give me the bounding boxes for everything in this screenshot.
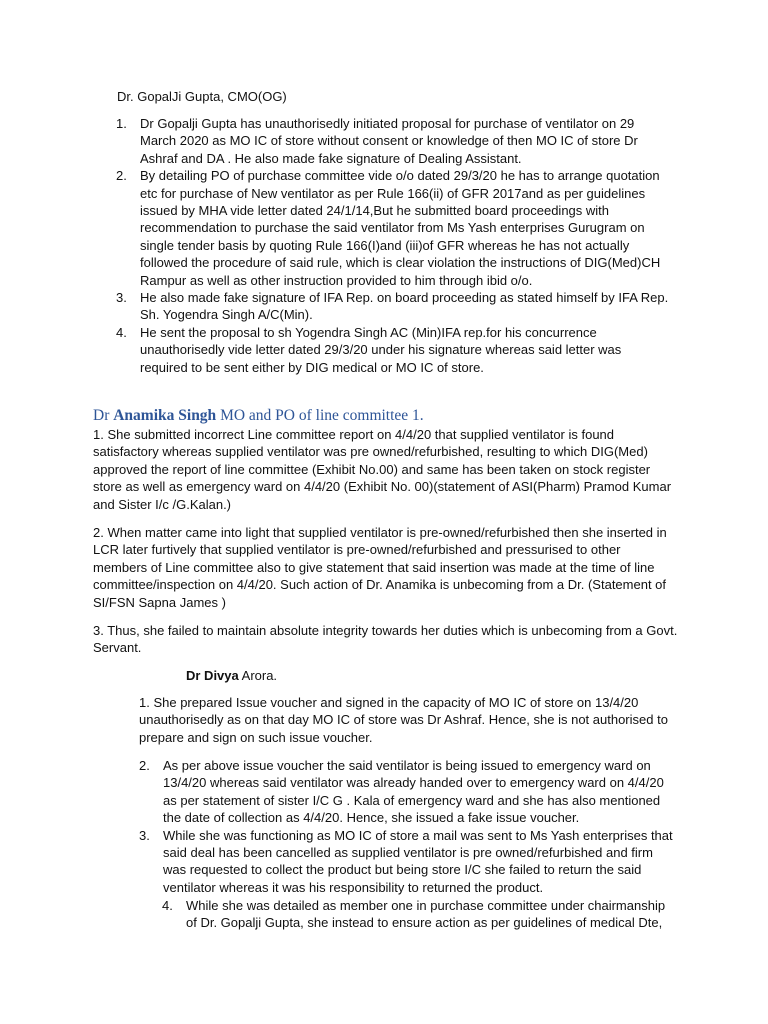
heading-name: Anamika Singh — [113, 407, 217, 424]
list-item-text: By detailing PO of purchase committee vide o/o dated 29/3/20 he has to arrange quotation etc for purchase of New ventilator as per Rule 166(ii) of GFR 2017and as per guidelines issued by MHA vide letter dated 24/1/14,But he submitted board proceedings with recommendation to purchase the said ventilator from Ms Yash enterprises Gurugram on single tender basis by quoting Rule 166(I)and (iii)of GFR whereas he has not actually followed the procedure of said rule, which is clear violation the instructions of DIG(Med)CH Rampur as well as other instruction provided to him through ibid o/o. — [140, 168, 661, 288]
list-item-text: While she was functioning as MO IC of store a mail was sent to Ms Yash enterprises that said deal has been cancelled as supplied ventilator is pre owned/refurbished and firm was requested to collect the product but being store I/C she failed to return the said ventilator whereas it was his responsibility to returned the product. — [163, 827, 673, 895]
heading-bold-name: Dr Divya — [186, 668, 239, 683]
list-number: 4. — [116, 324, 127, 340]
list-number: 1. — [139, 695, 150, 710]
list-item — [139, 757, 678, 827]
list-number: 2. — [139, 758, 150, 773]
list-number: 4. — [162, 898, 173, 913]
paragraph-2: 2. When matter came into light that supplied ventilator is pre-owned/refurbished then she inserted in LCR later furtively that supplied ventilator is pre-owned/refurbished and pressurised to other members of Line committee also to give statement that said insertion was made at the time of line committee/inspection on 4/4/20. Such action of Dr. Anamika is unbecoming from a Dr. (Statement of SI/FSN Sapna James ) — [93, 525, 667, 610]
paragraph-1: 1. She submitted incorrect Line committee report on 4/4/20 that supplied ventilator is found satisfactory whereas supplied ventilator was pre owned/refurbished, resulting to which DIG(Med) approved the report of line committee (Exhibit No.00) and same has been taken on stock register store as well as emergency ward on 4/4/20 (Exhibit No. 00)(statement of ASI(Pharm) Pramod Kumar and Sister I/c /G.Kalan.) — [93, 427, 672, 512]
list-number: 3. — [116, 290, 127, 306]
numbered-list-divya — [139, 757, 678, 896]
heading-prefix: Dr — [93, 407, 114, 424]
list-item-text: She prepared Issue voucher and signed in the capacity of MO IC of store on 13/4/20 unauthorisedly as on that day MO IC of store was Dr Ashraf. Hence, she is not authorised to prepare and sign on such issue voucher. — [139, 695, 668, 745]
list-item — [116, 289, 670, 324]
list-item — [139, 827, 678, 897]
section-heading-divya-arora — [186, 667, 277, 684]
list-number: 2. — [116, 168, 127, 184]
numbered-list-divya-item1 — [139, 694, 679, 746]
list-item — [116, 324, 670, 376]
numbered-list-divya-item4 — [162, 897, 676, 932]
section-heading-gopalji-gupta: Dr. GopalJi Gupta, CMO(OG) — [117, 89, 287, 104]
numbered-list-gopalji — [116, 115, 670, 376]
list-item — [162, 897, 676, 932]
list-item-text: As per above issue voucher the said ventilator is being issued to emergency ward on 13/4/20 whereas said ventilator was already handed over to emergency ward on 4/4/20 as per statement of sister I/C G . Kala of emergency ward and she has also mentioned the date of collection as 4/4/20. Hence, she issued a fake issue voucher. — [163, 758, 664, 826]
list-item — [139, 694, 679, 746]
list-number: 1. — [116, 116, 127, 131]
heading-suffix: MO and PO of line committee 1. — [216, 407, 424, 424]
list-item-text: Dr Gopalji Gupta has unauthorisedly initiated proposal for purchase of ventilator on 29 March 2020 as MO IC of store without consent or knowledge of then MO IC of store Dr Ashraf and DA . He also made fake signature of Dealing Assistant. — [140, 116, 638, 166]
paragraph-3: 3. Thus, she failed to maintain absolute integrity towards her duties which is unbecoming from a Govt. Servant. — [93, 623, 678, 656]
list-number: 3. — [139, 827, 150, 843]
list-item-text: While she was detailed as member one in purchase committee under chairmanship of Dr. Gopalji Gupta, she instead to ensure action as per guidelines of medical Dte, — [186, 898, 666, 931]
section-heading-anamika-singh — [93, 406, 424, 426]
list-item — [116, 115, 670, 167]
list-item-text: He sent the proposal to sh Yogendra Singh AC (Min)IFA rep.for his concurrence unauthorisedly vide letter dated 29/3/20 under his signature whereas said letter was required to be sent either by DIG medical or MO IC of store. — [140, 324, 622, 375]
list-item — [116, 167, 670, 289]
list-item-text: He also made fake signature of IFA Rep. on board proceeding as stated himself by IFA Rep. Sh. Yogendra Singh A/C(Min). — [140, 290, 669, 323]
heading-rest: Arora. — [238, 668, 278, 683]
